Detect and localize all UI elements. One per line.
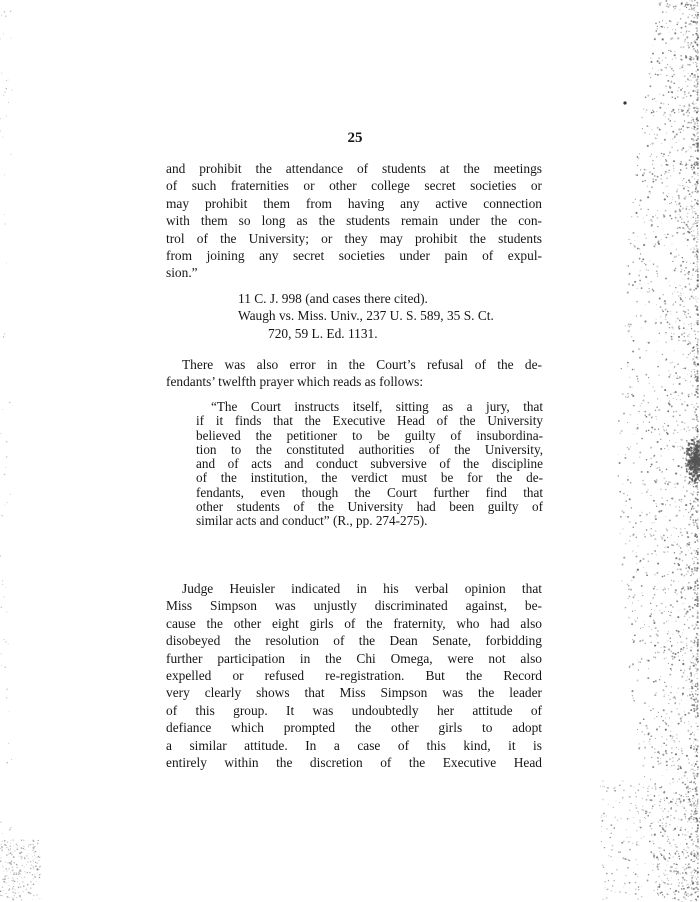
text-line: fendants’ twelfth prayer which reads as follows:: [166, 374, 424, 390]
quote-line: if it finds that the Executive Head of the University: [196, 413, 543, 429]
quote-line: other students of the University had been guilty of: [196, 499, 543, 515]
text-line: There was also error in the Court’s refusal of the de-: [182, 357, 542, 372]
text-line: defiance which prompted the other girls to adopt: [166, 720, 542, 736]
text-line: of such fraternities or other college secret societies or: [166, 178, 542, 194]
quote-line: similar acts and conduct” (R., pp. 274-275).: [196, 513, 428, 529]
citation-line: Waugh vs. Miss. Univ., 237 U. S. 589, 35 S. Ct.: [238, 308, 494, 324]
citation-line: 720, 59 L. Ed. 1131.: [268, 325, 378, 341]
text-line: entirely within the discretion of the Executive Head: [166, 755, 542, 771]
text-line: disobeyed the resolution of the Dean Senate, forbidding: [166, 633, 542, 649]
quote-line: “The Court instructs itself, sitting as a jury, that: [211, 399, 543, 414]
citation-line: 11 C. J. 998 (and cases there cited).: [238, 291, 428, 306]
scan-dot: [623, 101, 626, 104]
text-line: further participation in the Chi Omega, were not also: [166, 650, 542, 666]
text-line: of this group. It was undoubtedly her attitude of: [166, 702, 542, 718]
quote-line: of the institution, the verdict must be for the de-: [196, 470, 543, 486]
text-line: trol of the University; or they may prohibit the students: [166, 230, 542, 246]
quoted-prayer-block: [196, 400, 543, 529]
paragraph-court-refusal: [166, 356, 542, 391]
citation-block: [238, 290, 558, 342]
text-line: Miss Simpson was unjustly discriminated against, be-: [166, 598, 542, 614]
text-line: very clearly shows that Miss Simpson was the leader: [166, 685, 542, 701]
text-line: and prohibit the attendance of students at the meetings: [166, 161, 542, 176]
quote-line: and of acts and conduct subversive of the discipline: [196, 456, 543, 472]
text-line: expelled or refused re-registration. But the Record: [166, 668, 542, 684]
text-line: with them so long as the students remain under the con-: [166, 213, 542, 229]
text-line: cause the other eight girls of the fraternity, who had also: [166, 615, 542, 631]
text-line: may prohibit them from having any active connection: [166, 195, 542, 211]
quote-line: fendants, even though the Court further find that: [196, 484, 543, 500]
quote-line: believed the petitioner to be guilty of insubordina-: [196, 427, 543, 443]
quote-line: tion to the constituted authorities of the University,: [196, 441, 543, 457]
text-line: sion.”: [166, 265, 198, 281]
text-line: from joining any secret societies under pain of expul-: [166, 248, 542, 264]
text-line: a similar attitude. In a case of this kind, it is: [166, 737, 542, 753]
paragraph-judge-opinion: [166, 580, 542, 771]
page-number: 25: [347, 130, 363, 146]
text-line: Judge Heuisler indicated in his verbal opinion that: [182, 581, 542, 596]
continued-quotation-paragraph: [166, 160, 542, 282]
